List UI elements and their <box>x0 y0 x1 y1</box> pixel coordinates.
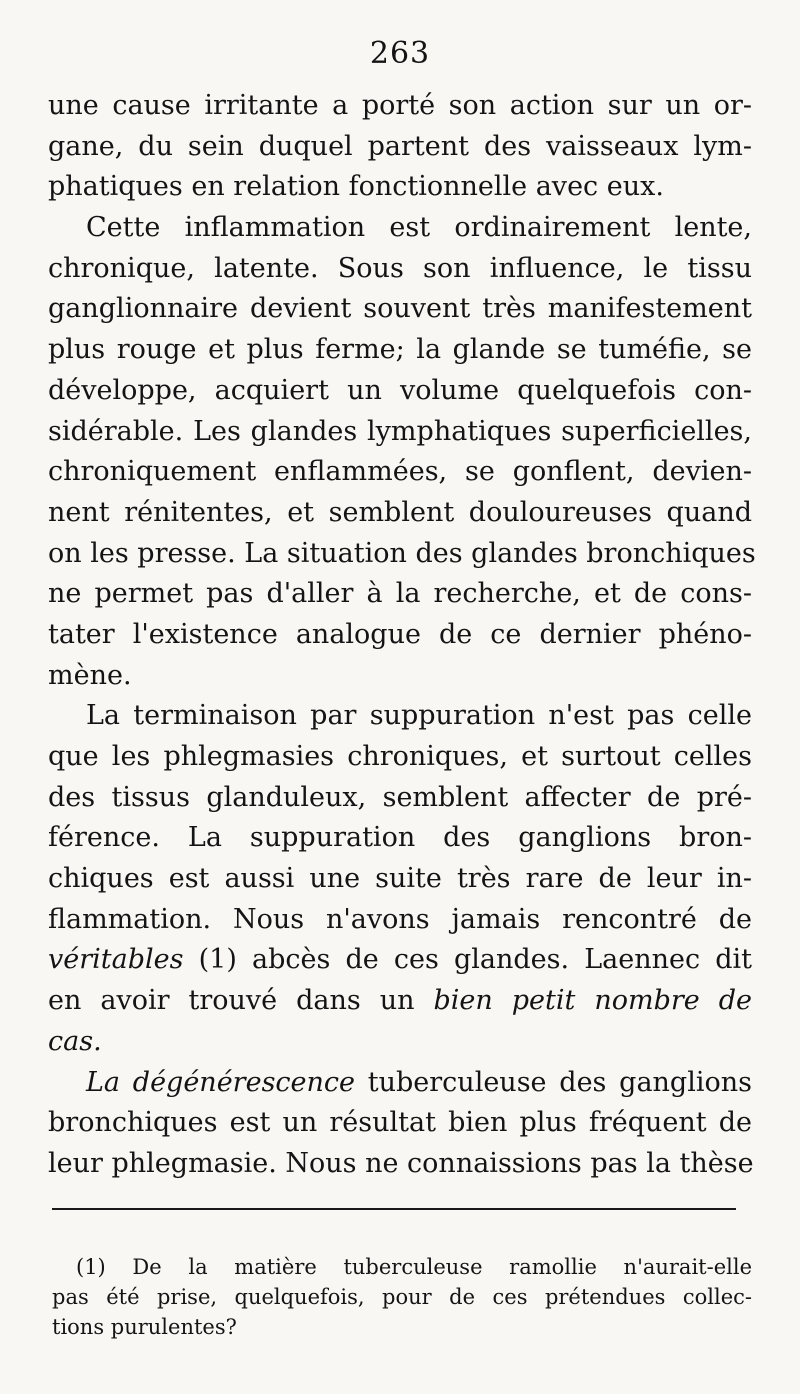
text-line: flammation. Nous n'avons jamais rencontré de <box>48 903 752 935</box>
italic-phrase: bien petit nombre de <box>433 985 753 1017</box>
text-line: une cause irritante a porté son action sur un or- <box>48 90 752 121</box>
text-line: chiques est aussi une suite très rare de leur in- <box>48 863 752 895</box>
text-line: développe, acquiert un volume quelquefois con- <box>48 374 752 406</box>
footnote <box>52 1252 752 1342</box>
text-line <box>48 1063 752 1104</box>
text-line: ne permet pas d'aller à la recherche, et de cons- <box>48 578 752 610</box>
footnote-line: pas été prise, quelquefois, pour de ces prétendues collec- <box>52 1285 752 1309</box>
text-fragment: tuberculeuse des ganglions <box>355 1066 752 1098</box>
text-line: phatiques en relation fonctionnelle avec eux. <box>48 171 664 203</box>
text-line: ganglionnaire devient souvent très manifestement <box>48 293 752 325</box>
footnote-divider <box>52 1208 736 1210</box>
text-line: gane, du sein duquel partent des vaisseaux lym- <box>48 130 752 162</box>
text-line: bronchiques est un résultat bien plus fréquent de <box>48 1107 752 1139</box>
text-line: Cette inflammation est ordinairement lente, <box>86 212 752 244</box>
text-line: sidérable. Les glandes lymphatiques superficielles, <box>48 415 752 447</box>
text-line: leur phlegmasie. Nous ne connaissions pas la thèse <box>48 1147 754 1179</box>
text-line: cas. <box>48 1025 102 1057</box>
text-line <box>48 981 752 1022</box>
text-line: chroniquement enflammées, se gonflent, devien- <box>48 456 752 488</box>
footnote-line: tions purulentes? <box>52 1315 237 1339</box>
text-fragment: en avoir trouvé dans un <box>48 985 434 1017</box>
text-line: que les phlegmasies chroniques, et surtout celles <box>48 741 752 772</box>
text-line: férence. La suppuration des ganglions bron- <box>48 822 752 854</box>
italic-word: véritables <box>48 944 184 976</box>
italic-phrase: La dégénérescence <box>86 1066 356 1098</box>
page-number: 263 <box>369 36 431 71</box>
body-text <box>48 86 756 1185</box>
text-line: La terminaison par suppuration n'est pas celle <box>86 700 752 732</box>
text-line: chronique, latente. Sous son influence, le tissu <box>48 252 752 284</box>
text-fragment: (1) abcès de ces glandes. Laennec dit <box>183 944 752 976</box>
footnote-line: (1) De la matière tuberculeuse ramollie n'aurait-elle <box>76 1255 752 1279</box>
text-line: des tissus glanduleux, semblent affecter de pré- <box>48 781 752 813</box>
text-line <box>48 940 752 981</box>
text-line: plus rouge et plus ferme; la glande se tuméfie, se <box>48 334 752 366</box>
text-line: nent rénitentes, et semblent douloureuses quand <box>48 496 752 528</box>
text-line: on les presse. La situation des glandes bronchiques <box>48 537 756 569</box>
text-line: tater l'existence analogue de ce dernier phéno- <box>48 618 752 650</box>
text-line: mène. <box>48 659 132 691</box>
